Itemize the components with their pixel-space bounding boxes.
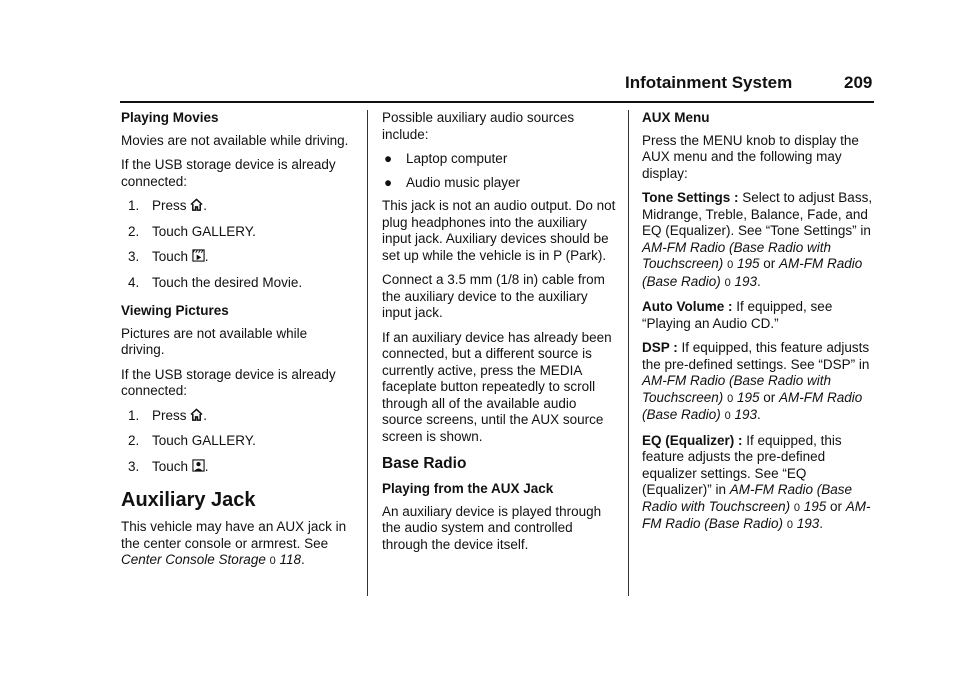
- page-arrow-icon: 0: [727, 259, 734, 271]
- list-item: [382, 151, 616, 168]
- step-number: 1.: [128, 198, 140, 213]
- auto-volume-term: Auto Volume :: [642, 299, 733, 314]
- step-text: .: [203, 198, 208, 213]
- list-item: [382, 175, 616, 192]
- column-2: [382, 110, 616, 561]
- entry-text: .: [819, 516, 824, 531]
- step-text: Touch GALLERY.: [152, 433, 256, 448]
- column-3: [642, 110, 876, 542]
- aux-text: This vehicle may have an AUX jack in the center console or armrest. See: [121, 519, 347, 551]
- step-item: [121, 249, 353, 266]
- entry-text: or: [759, 389, 779, 405]
- page-arrow-icon: 0: [724, 276, 731, 289]
- cross-reference-link[interactable]: Center Console Storage: [121, 552, 266, 567]
- page-reference[interactable]: 195: [803, 498, 827, 514]
- entry-text: or: [826, 498, 846, 514]
- step-text: .: [204, 249, 209, 264]
- step-item: [121, 198, 353, 215]
- aux-text: .: [301, 552, 305, 567]
- eq-entry: [642, 433, 876, 534]
- page-number: 209: [844, 73, 873, 92]
- auxiliary-jack-heading: Auxiliary Jack: [121, 489, 256, 511]
- dsp-entry: [642, 340, 876, 425]
- home-icon: [190, 198, 203, 211]
- base-radio-heading: Base Radio: [382, 455, 467, 472]
- step-text: Touch the desired Movie.: [152, 274, 303, 290]
- movies-paragraph: If the USB storage device is already connected:: [121, 157, 336, 189]
- cross-reference-link[interactable]: AM-FM Radio (Base Radio): [642, 389, 863, 422]
- step-text: Press: [152, 407, 187, 423]
- step-number: 4.: [128, 274, 140, 290]
- movies-paragraph: Movies are not available while driving.: [121, 132, 349, 148]
- jack-paragraph: This jack is not an audio output. Do not plug headphones into the auxiliary input jack. Auxiliary devices should be set up while the vehicle is in P (Park).: [382, 198, 616, 263]
- step-number: 1.: [128, 407, 140, 423]
- entry-text: or: [759, 256, 779, 271]
- pictures-paragraph: If the USB storage device is already connected:: [121, 366, 336, 398]
- step-text: .: [203, 407, 208, 423]
- step-item: [121, 275, 353, 292]
- entry-text: If equipped, this feature adjusts the pre-defined equalizer settings. See “EQ (Equalizer)” in: [642, 432, 842, 497]
- home-icon: [190, 408, 203, 421]
- column-divider: [367, 110, 368, 596]
- pictures-paragraph: Pictures are not available while driving.: [121, 325, 308, 357]
- entry-text: If equipped, this feature adjusts the pre-defined settings. See “DSP” in: [642, 340, 870, 372]
- page-arrow-icon: 0: [793, 501, 800, 514]
- cross-reference-link[interactable]: AM-FM Radio (Base Radio): [642, 498, 871, 531]
- cross-reference-link[interactable]: AM-FM Radio (Base Radio): [642, 256, 863, 289]
- cross-reference-link[interactable]: AM-FM Radio (Base Radio with Touchscreen): [642, 373, 832, 405]
- page-arrow-icon: 0: [269, 555, 276, 567]
- movie-icon: [192, 249, 205, 262]
- aux-paragraph: [121, 519, 353, 570]
- step-text: Touch GALLERY.: [152, 223, 256, 239]
- step-item: [121, 433, 353, 450]
- playing-aux-heading: Playing from the AUX Jack: [382, 481, 554, 496]
- step-number: 3.: [128, 458, 140, 474]
- bullet-icon: ●: [384, 151, 393, 166]
- auto-volume-entry: [642, 299, 876, 332]
- already-connected-paragraph: If an auxiliary device has already been connected, but a different source is currently active, press the MEDIA faceplate button repeatedly to scroll through all of the available audio source screens, until the AUX source screen is shown.: [382, 329, 612, 444]
- eq-term: EQ (Equalizer) :: [642, 432, 743, 448]
- aux-menu-heading: AUX Menu: [642, 110, 710, 125]
- step-number: 2.: [128, 223, 140, 239]
- page-arrow-icon: 0: [727, 392, 734, 405]
- step-item: [121, 408, 353, 425]
- column-1: [121, 110, 353, 578]
- entry-text: .: [756, 407, 761, 422]
- dsp-term: DSP :: [642, 340, 678, 355]
- page-reference[interactable]: 195: [736, 389, 760, 405]
- page-reference[interactable]: 193: [734, 407, 757, 422]
- connect-paragraph: Connect a 3.5 mm (1/8 in) cable from the auxiliary device to the auxiliary input jack.: [382, 272, 605, 320]
- step-text: Touch: [152, 458, 189, 474]
- step-text: Press: [152, 198, 187, 213]
- entry-text: Select to adjust Bass, Midrange, Treble, Balance, Fade, and EQ (Equalizer). See “Tone Settings” in: [642, 190, 873, 238]
- section-title: Infotainment System: [625, 73, 793, 92]
- step-text: Touch: [152, 249, 189, 264]
- page-header: [0, 70, 960, 100]
- step-text: .: [204, 458, 209, 474]
- entry-text: If equipped, see “Playing an Audio CD.”: [642, 299, 833, 331]
- sources-intro: Possible auxiliary audio sources include:: [382, 110, 575, 142]
- list-item-text: Laptop computer: [406, 151, 508, 166]
- list-item-text: Audio music player: [406, 174, 521, 190]
- played-paragraph: An auxiliary device is played through the audio system and controlled through the device itself.: [382, 503, 602, 552]
- entry-text: .: [756, 273, 761, 289]
- step-item: [121, 459, 353, 476]
- page-arrow-icon: 0: [724, 410, 731, 422]
- header-rule: [120, 101, 874, 103]
- column-divider: [628, 110, 629, 596]
- menu-paragraph: Press the MENU knob to display the AUX menu and the following may display:: [642, 132, 859, 181]
- page-reference[interactable]: 118: [279, 552, 302, 567]
- page-reference[interactable]: 195: [736, 256, 760, 271]
- page-reference[interactable]: 193: [734, 273, 757, 289]
- step-number: 2.: [128, 433, 140, 448]
- cross-reference-link[interactable]: AM-FM Radio (Base Radio with Touchscreen): [642, 239, 832, 271]
- viewing-pictures-heading: Viewing Pictures: [121, 303, 229, 318]
- tone-settings-term: Tone Settings :: [642, 190, 739, 205]
- page-reference[interactable]: 193: [796, 516, 820, 531]
- bullet-icon: ●: [384, 174, 393, 190]
- picture-icon: [192, 459, 205, 472]
- step-number: 3.: [128, 249, 140, 264]
- cross-reference-link[interactable]: AM-FM Radio (Base Radio with Touchscreen): [642, 482, 853, 514]
- page-arrow-icon: 0: [786, 519, 793, 531]
- tone-settings-entry: [642, 190, 876, 291]
- playing-movies-heading: Playing Movies: [121, 110, 219, 125]
- step-item: [121, 224, 353, 241]
